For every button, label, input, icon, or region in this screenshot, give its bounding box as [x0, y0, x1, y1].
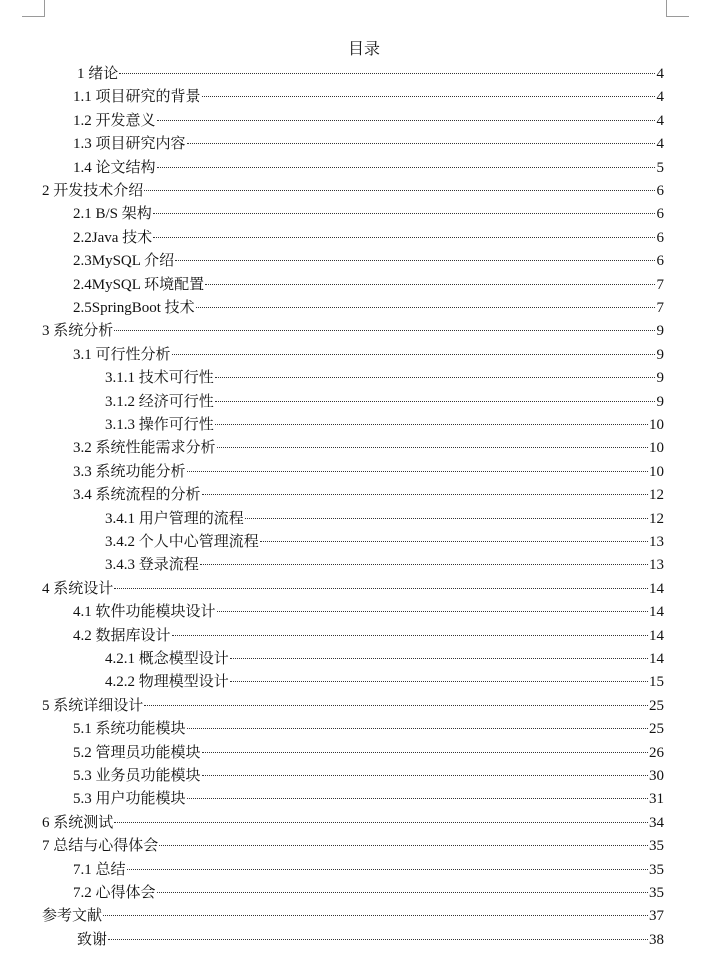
- toc-entry[interactable]: [73, 859, 664, 882]
- toc-entry-page-number: 14: [649, 581, 664, 597]
- toc-entry[interactable]: [73, 788, 664, 811]
- toc-entry-page-number: 6: [656, 230, 664, 246]
- toc-dot-leader: [187, 728, 648, 729]
- toc-entry-page-number: 4: [656, 89, 664, 105]
- toc-entry[interactable]: [73, 133, 664, 156]
- toc-entry-label: 3.1 可行性分析: [73, 347, 171, 363]
- toc-dot-leader: [172, 354, 655, 355]
- toc-dot-leader: [157, 892, 648, 893]
- toc-dot-leader: [187, 471, 648, 472]
- toc-entry-page-number: 9: [656, 370, 664, 386]
- toc-entry-page-number: 6: [656, 253, 664, 269]
- toc-entry-label: 7 总结与心得体会: [42, 838, 159, 854]
- toc-entry[interactable]: [105, 648, 664, 671]
- toc-entry-label: 3.1.3 操作可行性: [105, 417, 214, 433]
- toc-entry-page-number: 13: [649, 557, 664, 573]
- toc-entry[interactable]: [73, 742, 664, 765]
- toc-entry-label: 4.2.1 概念模型设计: [105, 651, 229, 667]
- toc-dot-leader: [200, 564, 648, 565]
- toc-dot-leader: [217, 611, 648, 612]
- toc-entry[interactable]: [77, 929, 664, 952]
- toc-entry-page-number: 14: [649, 628, 664, 644]
- toc-entry-page-number: 35: [649, 862, 664, 878]
- toc-entry-page-number: 9: [656, 323, 664, 339]
- toc-dot-leader: [144, 190, 655, 191]
- toc-dot-leader: [153, 237, 655, 238]
- toc-entry-label: 2.3MySQL 介绍: [73, 253, 175, 269]
- toc-entry-page-number: 9: [656, 394, 664, 410]
- toc-entry-label: 2.4MySQL 环境配置: [73, 277, 205, 293]
- toc-entry-page-number: 4: [656, 136, 664, 152]
- toc-entry-page-number: 37: [649, 908, 664, 924]
- toc-entry-page-number: 6: [656, 206, 664, 222]
- toc-entry-label: 2 开发技术介绍: [42, 183, 144, 199]
- toc-entry-page-number: 7: [656, 300, 664, 316]
- toc-dot-leader: [157, 120, 655, 121]
- toc-dot-leader: [202, 494, 648, 495]
- toc-entry-label: 3.1.2 经济可行性: [105, 394, 214, 410]
- toc-entry-page-number: 13: [649, 534, 664, 550]
- toc-dot-leader: [215, 377, 655, 378]
- toc-entry-label: 3.3 系统功能分析: [73, 464, 186, 480]
- toc-entry-label: 致谢: [77, 932, 108, 948]
- toc-entry[interactable]: [73, 227, 664, 250]
- toc-entry-label: 5.3 业务员功能模块: [73, 768, 201, 784]
- toc-entry[interactable]: [42, 578, 664, 601]
- toc-entry-page-number: 26: [649, 745, 664, 761]
- page-corner-mark-right: [666, 0, 689, 17]
- toc-entry-label: 1.1 项目研究的背景: [73, 89, 201, 105]
- toc-entry[interactable]: [105, 531, 664, 554]
- toc-entry[interactable]: [105, 508, 664, 531]
- toc-dot-leader: [144, 705, 648, 706]
- toc-entry-page-number: 9: [656, 347, 664, 363]
- toc-entry[interactable]: [73, 250, 664, 273]
- toc-entry-page-number: 38: [649, 932, 664, 948]
- toc-entry[interactable]: [105, 391, 664, 414]
- toc-entry[interactable]: [105, 367, 664, 390]
- toc-entry-page-number: 31: [649, 791, 664, 807]
- toc-entry-page-number: 4: [656, 66, 664, 82]
- toc-dot-leader: [127, 869, 648, 870]
- toc-entry-page-number: 5: [656, 160, 664, 176]
- toc-entry[interactable]: [73, 203, 664, 226]
- toc-entry-page-number: 25: [649, 721, 664, 737]
- toc-entry[interactable]: [73, 344, 664, 367]
- toc-dot-leader: [175, 260, 655, 261]
- toc-title: 目录: [347, 41, 380, 58]
- toc-dot-leader: [260, 541, 648, 542]
- toc-entry[interactable]: [105, 671, 664, 694]
- toc-entry-page-number: 35: [649, 885, 664, 901]
- toc-entry-page-number: 12: [649, 487, 664, 503]
- toc-dot-leader: [114, 588, 648, 589]
- toc-entry-page-number: 10: [649, 464, 664, 480]
- toc-entry-label: 1.3 项目研究内容: [73, 136, 186, 152]
- toc-entry[interactable]: [73, 601, 664, 624]
- toc-entry[interactable]: [73, 110, 664, 133]
- toc-entry-label: 7.1 总结: [73, 862, 126, 878]
- toc-dot-leader: [108, 939, 648, 940]
- toc-dot-leader: [187, 798, 648, 799]
- toc-entry[interactable]: [42, 180, 664, 203]
- toc-entry-page-number: 7: [656, 277, 664, 293]
- toc-dot-leader: [202, 775, 648, 776]
- toc-entry[interactable]: [73, 882, 664, 905]
- toc-entry-label: 1.2 开发意义: [73, 113, 156, 129]
- toc-entry-page-number: 15: [649, 674, 664, 690]
- toc-entry[interactable]: [42, 835, 664, 858]
- toc-entry[interactable]: [73, 461, 664, 484]
- toc-entry[interactable]: [73, 274, 664, 297]
- toc-dot-leader: [119, 73, 655, 74]
- toc-dot-leader: [202, 96, 655, 97]
- toc-entry[interactable]: [73, 437, 664, 460]
- toc-dot-leader: [245, 518, 648, 519]
- toc-entry-page-number: 6: [656, 183, 664, 199]
- toc-entry-page-number: 4: [656, 113, 664, 129]
- toc-entry-page-number: 34: [649, 815, 664, 831]
- toc-entry-label: 5 系统详细设计: [42, 698, 144, 714]
- toc-dot-leader: [159, 845, 648, 846]
- toc-entry[interactable]: [73, 484, 664, 507]
- toc-entry[interactable]: [105, 414, 664, 437]
- toc-dot-leader: [153, 213, 655, 214]
- toc-entry[interactable]: [73, 625, 664, 648]
- toc-entry-page-number: 10: [649, 417, 664, 433]
- toc-entry[interactable]: [42, 320, 664, 343]
- toc-dot-leader: [215, 424, 648, 425]
- toc-entry[interactable]: [105, 554, 664, 577]
- toc-dot-leader: [114, 330, 655, 331]
- toc-entry-page-number: 30: [649, 768, 664, 784]
- toc-entry-page-number: 25: [649, 698, 664, 714]
- toc-entry[interactable]: [42, 695, 664, 718]
- toc-entry[interactable]: [73, 86, 664, 109]
- toc-entry-label: 3.4.1 用户管理的流程: [105, 511, 244, 527]
- toc-entry-label: 4.1 软件功能模块设计: [73, 604, 216, 620]
- toc-entry-page-number: 14: [649, 651, 664, 667]
- toc-entry-label: 1.4 论文结构: [73, 160, 156, 176]
- toc-entry-label: 4.2 数据库设计: [73, 628, 171, 644]
- toc-entry[interactable]: [73, 157, 664, 180]
- toc-dot-leader: [196, 307, 655, 308]
- toc-dot-leader: [217, 447, 648, 448]
- toc-dot-leader: [157, 167, 655, 168]
- toc-dot-leader: [215, 401, 655, 402]
- toc-entry-label: 3 系统分析: [42, 323, 114, 339]
- toc-dot-leader: [103, 915, 648, 916]
- toc-entry[interactable]: [77, 63, 664, 86]
- toc-entry[interactable]: [42, 905, 664, 928]
- toc-entry[interactable]: [73, 718, 664, 741]
- toc-dot-leader: [187, 143, 655, 144]
- toc-dot-leader: [114, 822, 648, 823]
- toc-entry-page-number: 14: [649, 604, 664, 620]
- toc-entry-label: 5.3 用户功能模块: [73, 791, 186, 807]
- toc-entry-label: 2.2Java 技术: [73, 230, 153, 246]
- toc-entry-label: 1 绪论: [77, 66, 119, 82]
- toc-entry-label: 3.4 系统流程的分析: [73, 487, 201, 503]
- toc-entry[interactable]: [73, 297, 664, 320]
- toc-dot-leader: [230, 681, 648, 682]
- toc-entry-page-number: 35: [649, 838, 664, 854]
- toc-entry-page-number: 10: [649, 440, 664, 456]
- toc-entry[interactable]: [42, 812, 664, 835]
- toc-entry-label: 参考文献: [42, 908, 103, 924]
- toc-entry-label: 5.1 系统功能模块: [73, 721, 186, 737]
- toc-dot-leader: [172, 635, 648, 636]
- toc-entry-label: 3.2 系统性能需求分析: [73, 440, 216, 456]
- toc-entry-label: 2.1 B/S 架构: [73, 206, 152, 222]
- toc-entry-label: 3.4.2 个人中心管理流程: [105, 534, 259, 550]
- toc-entry[interactable]: [73, 765, 664, 788]
- toc-dot-leader: [202, 752, 648, 753]
- toc-entry-label: 2.5SpringBoot 技术: [73, 300, 195, 316]
- toc-dot-leader: [205, 284, 655, 285]
- toc-entry-page-number: 12: [649, 511, 664, 527]
- toc-entry-label: 3.1.1 技术可行性: [105, 370, 214, 386]
- toc-entry-label: 5.2 管理员功能模块: [73, 745, 201, 761]
- toc-entry-label: 7.2 心得体会: [73, 885, 156, 901]
- toc-dot-leader: [230, 658, 648, 659]
- toc-entry-label: 6 系统测试: [42, 815, 114, 831]
- page-corner-mark-left: [22, 0, 45, 17]
- toc-entry-label: 4 系统设计: [42, 581, 114, 597]
- toc-entry-label: 3.4.3 登录流程: [105, 557, 199, 573]
- toc-entry-label: 4.2.2 物理模型设计: [105, 674, 229, 690]
